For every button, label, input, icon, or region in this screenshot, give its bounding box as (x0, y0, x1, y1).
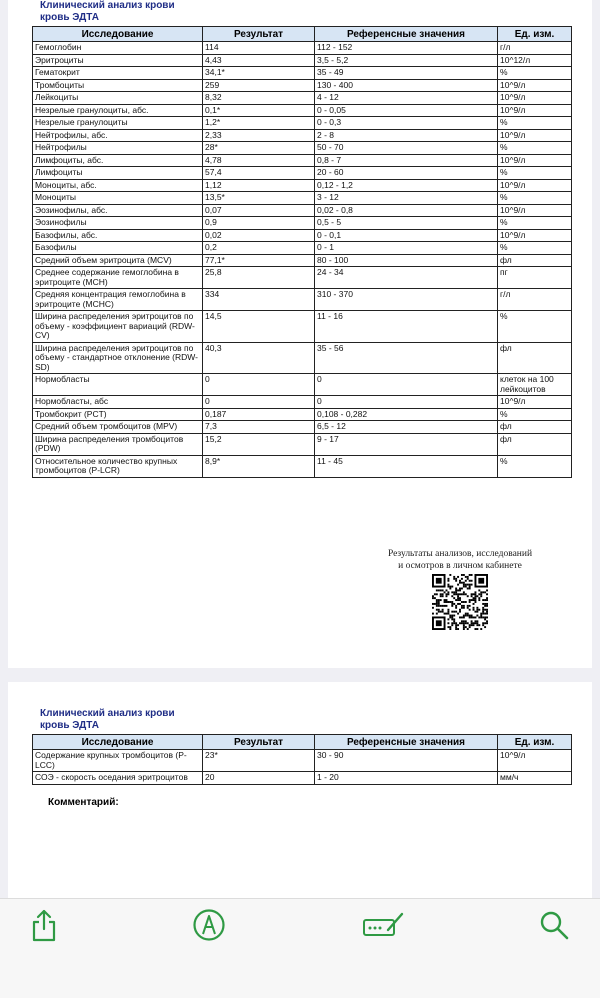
cell-reference: 4 - 12 (315, 92, 498, 105)
cell-test-name: Нормобласты (33, 374, 203, 396)
cell-test-name: СОЭ - скорость оседания эритроцитов (33, 772, 203, 785)
cell-unit: фл (498, 342, 572, 374)
cell-result: 0,02 (203, 229, 315, 242)
cell-test-name: Лимфоциты, абс. (33, 154, 203, 167)
cell-unit: % (498, 311, 572, 343)
document-page-1 (8, 0, 592, 668)
cell-reference: 20 - 60 (315, 167, 498, 180)
cell-result: 25,8 (203, 267, 315, 289)
cell-test-name: Нормобласты, абс (33, 396, 203, 409)
cell-unit: фл (498, 433, 572, 455)
table-row (33, 396, 572, 409)
cell-reference: 9 - 17 (315, 433, 498, 455)
cell-result: 334 (203, 289, 315, 311)
cell-result: 20 (203, 772, 315, 785)
header-test: Исследование (33, 735, 203, 750)
table-header-row (33, 27, 572, 42)
cell-unit: % (498, 67, 572, 80)
cell-reference: 0 - 0,05 (315, 104, 498, 117)
cell-unit: 10^9/л (498, 396, 572, 409)
cell-test-name: Нейтрофилы (33, 142, 203, 155)
cell-unit: г/л (498, 42, 572, 55)
cell-result: 4,43 (203, 54, 315, 67)
table-row (33, 204, 572, 217)
table-row (33, 455, 572, 477)
cell-result: 1,12 (203, 179, 315, 192)
cell-reference: 0 - 0,3 (315, 117, 498, 130)
cell-test-name: Базофилы, абс. (33, 229, 203, 242)
cell-result: 14,5 (203, 311, 315, 343)
cell-result: 0,07 (203, 204, 315, 217)
cell-test-name: Моноциты (33, 192, 203, 205)
cell-result: 8,9* (203, 455, 315, 477)
cell-test-name: Тромбокрит (PCT) (33, 408, 203, 421)
results-table (32, 26, 572, 478)
cell-reference: 35 - 56 (315, 342, 498, 374)
cell-unit: фл (498, 421, 572, 434)
signature-button[interactable] (362, 907, 406, 943)
table-row (33, 142, 572, 155)
cell-result: 0,9 (203, 217, 315, 230)
cell-reference: 0,5 - 5 (315, 217, 498, 230)
cell-result: 0,187 (203, 408, 315, 421)
cell-result: 15,2 (203, 433, 315, 455)
table-row (33, 154, 572, 167)
cell-test-name: Средняя концентрация гемоглобина в эритроците (MCHC) (33, 289, 203, 311)
section-title-line1: Клинический анализ крови (40, 0, 175, 11)
cell-result: 23* (203, 750, 315, 772)
header-test: Исследование (33, 27, 203, 42)
cell-result: 4,78 (203, 154, 315, 167)
table-header-row (33, 735, 572, 750)
cell-reference: 0,02 - 0,8 (315, 204, 498, 217)
table-row (33, 254, 572, 267)
search-icon (539, 910, 569, 940)
cell-reference: 0,108 - 0,282 (315, 408, 498, 421)
table-row (33, 289, 572, 311)
cell-test-name: Гематокрит (33, 67, 203, 80)
cell-test-name: Ширина распределения эритроцитов по объему - стандартное отклонение (RDW-SD) (33, 342, 203, 374)
header-unit: Ед. изм. (498, 735, 572, 750)
cell-unit: 10^9/л (498, 750, 572, 772)
cell-reference: 1 - 20 (315, 772, 498, 785)
cell-result: 28* (203, 142, 315, 155)
cell-reference: 80 - 100 (315, 254, 498, 267)
cell-result: 57,4 (203, 167, 315, 180)
table-row (33, 311, 572, 343)
cell-test-name: Лейкоциты (33, 92, 203, 105)
cell-result: 0,2 (203, 242, 315, 255)
header-reference: Референсные значения (315, 735, 498, 750)
cell-reference: 3 - 12 (315, 192, 498, 205)
section-title (40, 0, 175, 24)
cell-unit: 10^9/л (498, 229, 572, 242)
header-unit: Ед. изм. (498, 27, 572, 42)
markup-button[interactable] (191, 907, 227, 943)
cell-result: 0,1* (203, 104, 315, 117)
cell-result: 34,1* (203, 67, 315, 80)
header-result: Результат (203, 735, 315, 750)
cell-unit: % (498, 192, 572, 205)
cell-reference: 11 - 16 (315, 311, 498, 343)
cell-unit: % (498, 142, 572, 155)
cell-test-name: Содержание крупных тромбоцитов (P-LCC) (33, 750, 203, 772)
markup-icon (192, 908, 226, 942)
cell-test-name: Ширина распределения тромбоцитов (PDW) (33, 433, 203, 455)
cell-test-name: Эритроциты (33, 54, 203, 67)
table-row (33, 179, 572, 192)
table-row (33, 229, 572, 242)
cell-result: 0 (203, 374, 315, 396)
table-row (33, 750, 572, 772)
cell-unit: фл (498, 254, 572, 267)
table-row (33, 408, 572, 421)
comment-label: Комментарий: (48, 797, 119, 808)
cell-test-name: Лимфоциты (33, 167, 203, 180)
cell-test-name: Эозинофилы (33, 217, 203, 230)
cell-reference: 24 - 34 (315, 267, 498, 289)
cell-result: 77,1* (203, 254, 315, 267)
cell-unit: 10^9/л (498, 154, 572, 167)
cell-unit: % (498, 167, 572, 180)
cell-unit: % (498, 242, 572, 255)
cell-unit: пг (498, 267, 572, 289)
cell-reference: 0 - 1 (315, 242, 498, 255)
section-title-line2: кровь ЭДТА (40, 720, 99, 731)
cell-test-name: Средний объем эритроцита (MCV) (33, 254, 203, 267)
section-title-line1: Клинический анализ крови (40, 708, 175, 719)
cell-result: 1,2* (203, 117, 315, 130)
cell-result: 259 (203, 79, 315, 92)
cell-test-name: Ширина распределения эритроцитов по объему - коэффициент вариаций (RDW-CV) (33, 311, 203, 343)
table-row (33, 117, 572, 130)
cell-reference: 0,12 - 1,2 (315, 179, 498, 192)
cell-reference: 6,5 - 12 (315, 421, 498, 434)
results-table (32, 734, 572, 785)
cell-test-name: Нейтрофилы, абс. (33, 129, 203, 142)
table-row (33, 92, 572, 105)
section-title (40, 708, 175, 732)
cell-unit: % (498, 408, 572, 421)
cell-unit: % (498, 217, 572, 230)
cell-unit: % (498, 117, 572, 130)
cell-reference: 35 - 49 (315, 67, 498, 80)
cell-reference: 30 - 90 (315, 750, 498, 772)
cell-result: 8,32 (203, 92, 315, 105)
section-title-line2: кровь ЭДТА (40, 12, 99, 23)
cell-reference: 130 - 400 (315, 79, 498, 92)
cell-result: 114 (203, 42, 315, 55)
table-row (33, 342, 572, 374)
cell-test-name: Среднее содержание гемоглобина в эритроците (MCH) (33, 267, 203, 289)
cell-unit: мм/ч (498, 772, 572, 785)
cell-reference: 11 - 45 (315, 455, 498, 477)
bottom-toolbar (0, 898, 600, 998)
table-row (33, 54, 572, 67)
header-reference: Референсные значения (315, 27, 498, 42)
cell-unit: % (498, 455, 572, 477)
table-row (33, 421, 572, 434)
qr-code-icon[interactable] (432, 574, 488, 630)
cell-unit: г/л (498, 289, 572, 311)
cell-reference: 0 (315, 374, 498, 396)
header-result: Результат (203, 27, 315, 42)
table-row (33, 374, 572, 396)
table-row (33, 79, 572, 92)
table-row (33, 42, 572, 55)
cell-test-name: Гемоглобин (33, 42, 203, 55)
cell-result: 7,3 (203, 421, 315, 434)
search-button[interactable] (536, 907, 572, 943)
cell-reference: 0 (315, 396, 498, 409)
table-row (33, 167, 572, 180)
qr-note (360, 548, 560, 572)
cell-unit: 10^9/л (498, 92, 572, 105)
cell-unit: 10^12/л (498, 54, 572, 67)
cell-unit: 10^9/л (498, 129, 572, 142)
cell-result: 2,33 (203, 129, 315, 142)
share-icon (29, 908, 59, 942)
cell-test-name: Незрелые гранулоциты, абс. (33, 104, 203, 117)
cell-unit: 10^9/л (498, 104, 572, 117)
cell-unit: клеток на 100 лейкоцитов (498, 374, 572, 396)
table-row (33, 104, 572, 117)
cell-test-name: Эозинофилы, абс. (33, 204, 203, 217)
qr-note-line2: и осмотров в личном кабинете (398, 561, 522, 571)
table-row (33, 772, 572, 785)
cell-reference: 310 - 370 (315, 289, 498, 311)
cell-test-name: Средний объем тромбоцитов (MPV) (33, 421, 203, 434)
cell-unit: 10^9/л (498, 204, 572, 217)
cell-test-name: Базофилы (33, 242, 203, 255)
cell-reference: 3,5 - 5,2 (315, 54, 498, 67)
signature-icon (362, 910, 406, 940)
qr-note-line1: Результаты анализов, исследований (387, 549, 533, 559)
document-page-2 (8, 682, 592, 898)
cell-result: 13,5* (203, 192, 315, 205)
table-row (33, 67, 572, 80)
table-row (33, 192, 572, 205)
cell-test-name: Относительное количество крупных тромбоцитов (P-LCR) (33, 455, 203, 477)
cell-reference: 50 - 70 (315, 142, 498, 155)
cell-unit: 10^9/л (498, 179, 572, 192)
cell-test-name: Тромбоциты (33, 79, 203, 92)
table-row (33, 129, 572, 142)
cell-reference: 0 - 0,1 (315, 229, 498, 242)
cell-test-name: Моноциты, абс. (33, 179, 203, 192)
table-row (33, 433, 572, 455)
cell-reference: 112 - 152 (315, 42, 498, 55)
share-button[interactable] (26, 907, 62, 943)
table-row (33, 217, 572, 230)
cell-reference: 2 - 8 (315, 129, 498, 142)
cell-result: 40,3 (203, 342, 315, 374)
table-row (33, 242, 572, 255)
cell-result: 0 (203, 396, 315, 409)
cell-reference: 0,8 - 7 (315, 154, 498, 167)
cell-test-name: Незрелые гранулоциты (33, 117, 203, 130)
cell-unit: 10^9/л (498, 79, 572, 92)
table-row (33, 267, 572, 289)
